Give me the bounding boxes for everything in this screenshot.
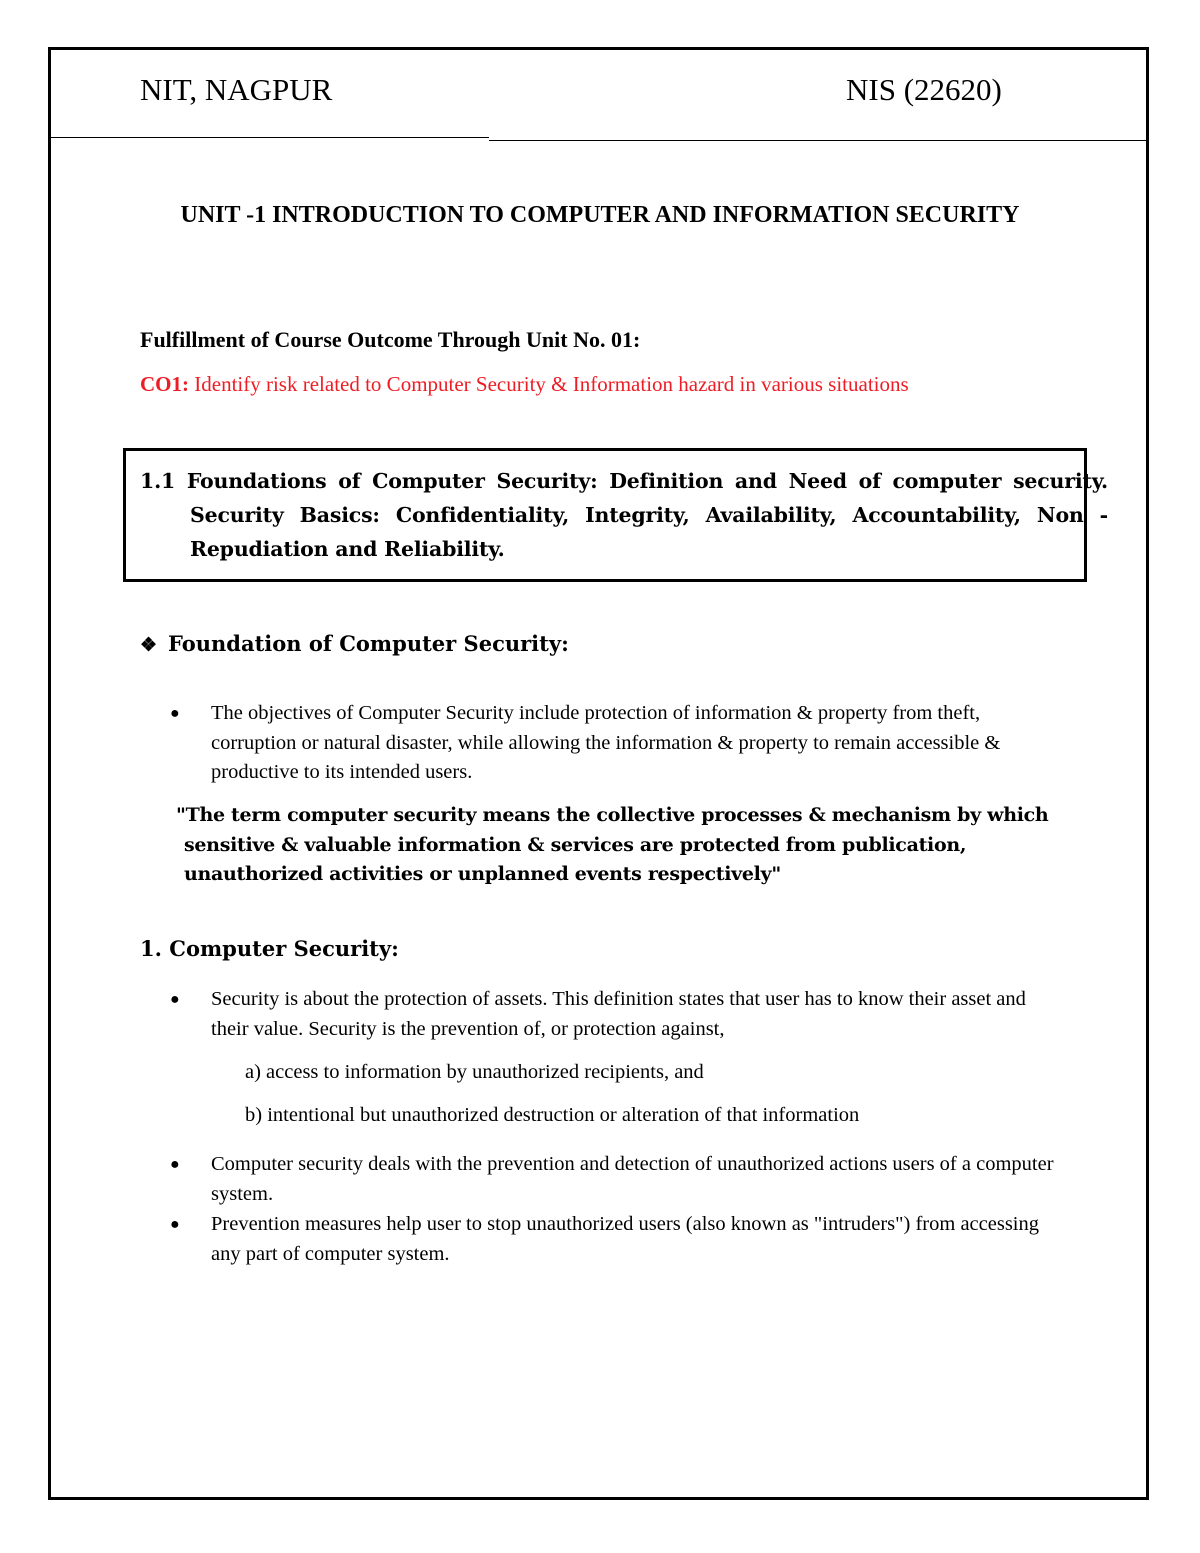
definition-quote: "The term computer security means the collective processes & mechanism by which sensitive & valuable information & services are protected from publication, unauthorized activities or unplanned events respectively" xyxy=(176,804,1049,885)
list-item-text: Security is about the protection of assets. This definition states that user has to know their asset and their value. Security is the prevention of, or protection against, xyxy=(211,988,1026,1040)
bullet-dot-icon: ● xyxy=(170,991,180,1008)
unit-title: UNIT -1 INTRODUCTION TO COMPUTER AND INFORMATION SECURITY xyxy=(180,202,1020,228)
bullet-dot-icon: ● xyxy=(170,705,180,722)
sub-list-item: b) intentional but unauthorized destruction or alteration of that information xyxy=(245,1104,860,1126)
bullet-dot-icon: ● xyxy=(170,1216,180,1233)
bullet-dot-icon: ● xyxy=(170,1156,180,1173)
computer-security-heading: 1. Computer Security: xyxy=(140,936,399,961)
institute-name: NIT, NAGPUR xyxy=(140,72,333,107)
header-divider-right xyxy=(489,140,1149,141)
sub-list-item: a) access to information by unauthorized recipients, and xyxy=(245,1061,704,1083)
course-outcome-line xyxy=(140,372,909,397)
foundation-heading-text: Foundation of Computer Security: xyxy=(168,631,569,656)
list-item xyxy=(170,985,1060,1044)
list-item xyxy=(170,699,1060,788)
course-code: NIS (22620) xyxy=(846,72,1002,107)
header-divider-left xyxy=(48,137,489,138)
course-outcome-text: Identify risk related to Computer Security & Information hazard in various situations xyxy=(189,372,909,396)
topic-text: 1.1 Foundations of Computer Security: Definition and Need of computer security. Security Basics: Confidentiality, Integrity, Availability, Accountability, Non - Repudiation and Reliability. xyxy=(140,469,1108,561)
foundation-heading xyxy=(140,631,569,656)
list-item xyxy=(170,1210,1060,1269)
list-item-text: Prevention measures help user to stop unauthorized users (also known as "intruders") from accessing any part of computer system. xyxy=(211,1213,1039,1265)
diamond-bullet-icon: ❖ xyxy=(140,634,158,656)
list-item-text: Computer security deals with the prevention and detection of unauthorized actions users of a computer system. xyxy=(211,1153,1054,1205)
list-item-text: The objectives of Computer Security include protection of information & property from theft, corruption or natural disaster, while allowing the information & property to remain accessible & productive to its intended users. xyxy=(211,702,1001,783)
list-item xyxy=(170,1150,1060,1209)
course-outcome-label: CO1: xyxy=(140,372,189,396)
course-outcome-heading: Fulfillment of Course Outcome Through Unit No. 01: xyxy=(140,327,641,352)
